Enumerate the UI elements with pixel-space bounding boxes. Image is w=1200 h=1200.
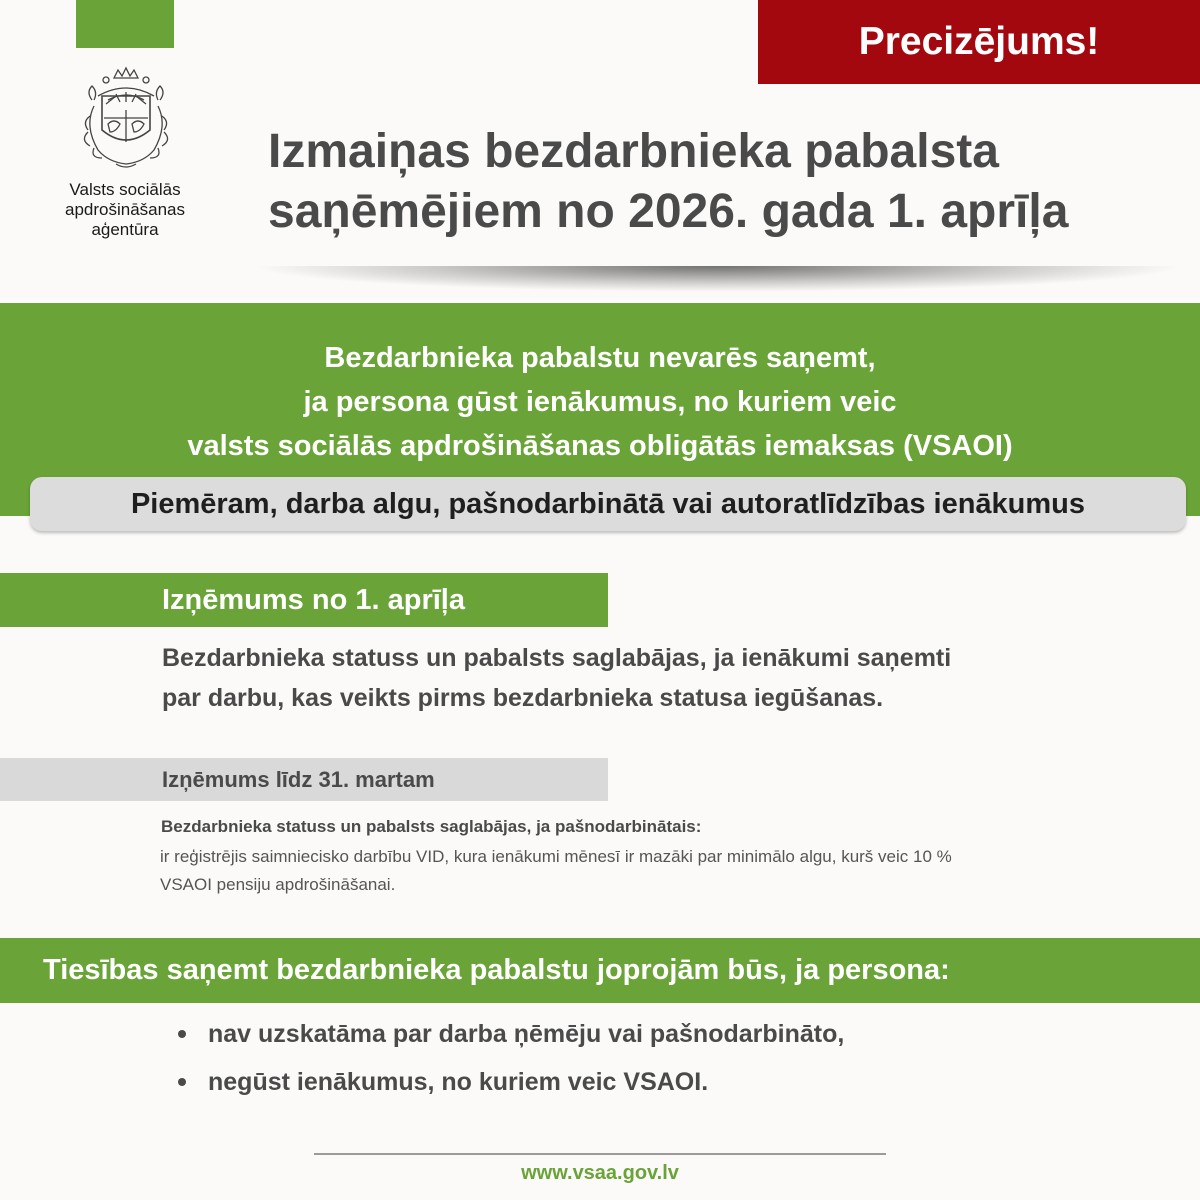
clarification-banner: Precizējums! xyxy=(758,0,1200,84)
exception-1-line: Bezdarbnieka statuss un pabalsts saglabājas, ja ienākumi saņemti xyxy=(162,644,952,672)
exception-2-text xyxy=(160,843,1160,899)
title-line: Izmaiņas bezdarbnieka pabalsta xyxy=(268,125,999,178)
exception-1-heading: Izņēmums no 1. aprīļa xyxy=(0,573,608,627)
website-link[interactable]: www.vsaa.gov.lv xyxy=(521,1162,679,1184)
notice-line: Bezdarbnieka pabalstu nevarēs saņemt, xyxy=(324,342,876,374)
exception-1-line: par darbu, kas veikts pirms bezdarbnieka statusa iegūšanas. xyxy=(162,684,884,712)
main-notice-text xyxy=(0,336,1200,468)
agency-name-line: aģentūra xyxy=(91,220,159,239)
exception-2-line: VSAOI pensiju apdrošināšanai. xyxy=(160,875,396,894)
exception-2-line: ir reģistrējis saimniecisko darbību VID, kura ienākumi mēnesī ir mazāki par minimālo algu, kurš veic 10 % xyxy=(160,847,952,866)
exception-1-text xyxy=(162,638,1162,718)
agency-name-line: apdrošināšanas xyxy=(64,200,186,219)
coat-of-arms-icon xyxy=(76,66,176,174)
list-item xyxy=(178,1058,1078,1106)
rights-heading: Tiesības saņemt bezdarbnieka pabalstu joprojām būs, ja persona: xyxy=(0,938,1200,1003)
exception-2-heading: Izņēmums līdz 31. martam xyxy=(0,758,608,801)
page-title xyxy=(268,122,1188,242)
bullet-icon xyxy=(178,1030,186,1038)
agency-name xyxy=(40,180,210,240)
notice-line: ja persona gūst ienākumus, no kuriem veic xyxy=(303,386,897,418)
notice-line: valsts sociālās apdrošināšanas obligātās iemaksas (VSAOI) xyxy=(187,430,1013,462)
list-item-text: nav uzskatāma par darba ņēmēju vai pašnodarbināto, xyxy=(208,1020,845,1048)
list-item xyxy=(178,1010,1078,1058)
agency-name-line: Valsts sociālās xyxy=(69,180,181,199)
rights-list xyxy=(178,1010,1078,1106)
list-item-text: negūst ienākumus, no kuriem veic VSAOI. xyxy=(208,1068,709,1096)
example-pill: Piemēram, darba algu, pašnodarbinātā vai autoratlīdzības ienākumus xyxy=(30,477,1186,531)
title-line: saņēmējiem no 2026. gada 1. aprīļa xyxy=(268,185,1069,238)
top-green-bar xyxy=(76,0,174,48)
bullet-icon xyxy=(178,1078,186,1086)
footer-divider xyxy=(314,1153,886,1155)
exception-2-lead: Bezdarbnieka statuss un pabalsts saglabājas, ja pašnodarbinātais: xyxy=(161,817,702,836)
title-shadow xyxy=(250,266,1185,292)
